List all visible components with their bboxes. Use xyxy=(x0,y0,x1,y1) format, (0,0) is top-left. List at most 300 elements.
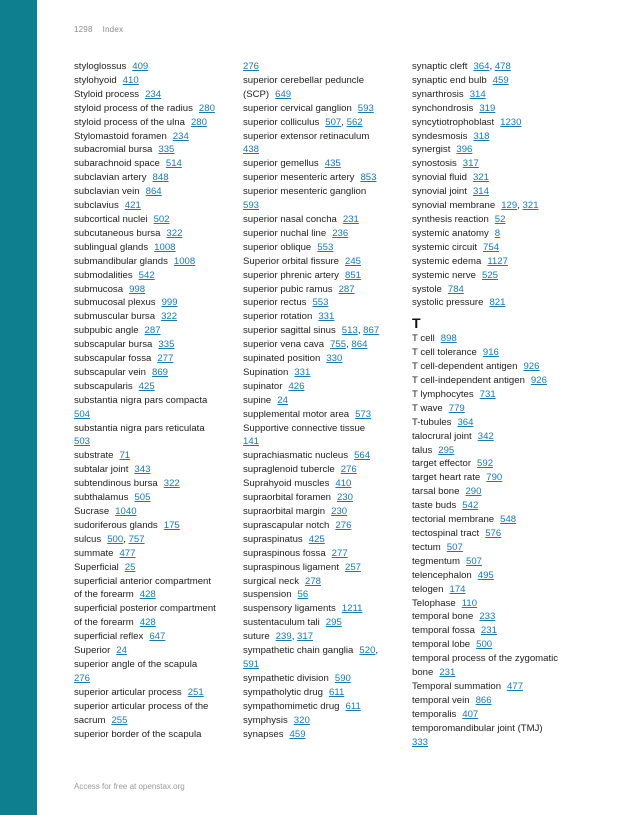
page-link[interactable]: 295 xyxy=(438,444,455,456)
page-link[interactable]: 507 xyxy=(466,555,483,567)
index-term: subclavius xyxy=(74,200,119,212)
index-term: synaptic end bulb xyxy=(412,74,487,86)
page-link[interactable]: 514 xyxy=(165,158,182,170)
page-list xyxy=(483,347,499,358)
page-link[interactable]: 251 xyxy=(187,686,204,698)
page-list xyxy=(487,256,508,267)
page-list xyxy=(355,409,371,420)
index-entry xyxy=(412,485,592,499)
index-entry xyxy=(243,477,423,491)
page-link[interactable]: 425 xyxy=(138,380,155,392)
index-entry xyxy=(412,143,592,157)
page-link[interactable]: 998 xyxy=(129,283,146,295)
page-link[interactable]: 503 xyxy=(74,436,91,448)
page-link[interactable]: 409 xyxy=(132,61,149,72)
page-link[interactable]: 562 xyxy=(346,116,363,128)
index-entry xyxy=(74,422,254,450)
page-link[interactable]: 647 xyxy=(149,631,166,643)
page-link[interactable]: 426 xyxy=(288,380,305,392)
page-link[interactable]: 239 xyxy=(275,631,292,643)
page-link[interactable]: 141 xyxy=(243,436,260,448)
index-term: superior sagittal sinus xyxy=(243,325,336,337)
page-link[interactable]: 1127 xyxy=(487,255,508,267)
page-link[interactable]: 322 xyxy=(163,478,180,490)
page-list xyxy=(523,361,539,372)
page-list xyxy=(243,144,259,155)
page-link[interactable]: 364 xyxy=(457,416,474,428)
index-entry xyxy=(74,185,254,199)
page-link[interactable]: 280 xyxy=(190,116,207,128)
page-link[interactable]: 129 xyxy=(501,200,518,212)
index-entry xyxy=(412,102,592,116)
index-term: systolic pressure xyxy=(412,297,484,309)
page-link[interactable]: 231 xyxy=(480,625,497,637)
page-link[interactable]: 321 xyxy=(472,172,489,184)
page-link[interactable]: 230 xyxy=(331,506,348,517)
page-link[interactable]: 755 xyxy=(330,339,347,351)
page-link[interactable]: 428 xyxy=(139,589,156,601)
page-link[interactable]: 784 xyxy=(447,283,464,295)
index-entry xyxy=(243,171,423,185)
page-list xyxy=(111,715,127,726)
page-link[interactable]: 435 xyxy=(324,158,341,170)
index-term: sulcus xyxy=(74,533,102,545)
index-entry xyxy=(412,199,592,213)
index-entry xyxy=(243,505,423,519)
page-link[interactable]: 52 xyxy=(494,213,506,225)
index-entry xyxy=(412,227,592,241)
page-list xyxy=(343,214,359,225)
page-link[interactable]: 410 xyxy=(335,478,352,490)
index-column-2 xyxy=(243,60,423,741)
index-term: Supportive connective tissue xyxy=(243,422,366,434)
page-link[interactable]: 851 xyxy=(344,269,361,281)
page-link[interactable]: 459 xyxy=(492,74,509,86)
page-link[interactable]: 649 xyxy=(275,88,292,100)
index-term: submandibular glands xyxy=(74,255,168,267)
index-term: T lymphocytes xyxy=(412,388,474,400)
index-term: telencephalon xyxy=(412,569,472,581)
page-link[interactable]: 317 xyxy=(297,631,314,643)
page-link[interactable]: 507 xyxy=(325,116,342,128)
page-list xyxy=(199,103,215,114)
page-link[interactable]: 438 xyxy=(243,144,260,156)
page-link[interactable]: 926 xyxy=(523,361,540,373)
index-entry xyxy=(74,143,254,157)
page-list xyxy=(166,228,182,239)
page-link[interactable]: 504 xyxy=(74,408,91,420)
page-link[interactable]: 295 xyxy=(325,617,342,629)
page-link[interactable]: 322 xyxy=(166,227,183,239)
index-entry xyxy=(412,255,592,269)
page-list xyxy=(481,625,497,636)
page-list xyxy=(146,186,162,197)
index-entry xyxy=(74,380,254,394)
index-term: Superficial xyxy=(74,561,119,573)
page-link[interactable]: 233 xyxy=(479,611,496,623)
index-entry xyxy=(412,157,592,171)
page-link[interactable]: 318 xyxy=(473,130,490,142)
index-term: systemic nerve xyxy=(412,269,476,281)
page-link[interactable]: 236 xyxy=(332,227,349,239)
page-link[interactable]: 500 xyxy=(476,639,493,651)
index-entry xyxy=(412,694,592,708)
page-list xyxy=(345,270,361,281)
index-term: syndesmosis xyxy=(412,130,468,142)
page-list: 129, 321 xyxy=(501,200,539,212)
page-list xyxy=(140,617,156,628)
page-list xyxy=(507,681,523,692)
index-entry xyxy=(243,338,423,352)
page-list xyxy=(174,256,195,267)
page-list xyxy=(332,228,348,239)
page-link[interactable]: 779 xyxy=(448,402,465,414)
page-link[interactable]: 1040 xyxy=(115,506,137,517)
page-list xyxy=(132,61,148,72)
index-term: telogen xyxy=(412,583,444,595)
page-link[interactable]: 459 xyxy=(289,728,306,740)
index-entry xyxy=(412,471,592,485)
page-list xyxy=(294,715,310,726)
page-link[interactable]: 343 xyxy=(134,464,151,476)
page-list xyxy=(153,172,169,183)
page-link[interactable]: 71 xyxy=(119,450,131,462)
index-entry xyxy=(412,597,592,611)
page-link[interactable]: 277 xyxy=(331,547,348,559)
page-link[interactable]: 276 xyxy=(74,672,91,684)
index-entry xyxy=(412,541,592,555)
page-list: 500, 757 xyxy=(107,533,145,545)
page-list xyxy=(345,256,361,267)
index-entry xyxy=(243,102,423,116)
index-term: supraspinous ligament xyxy=(243,561,339,573)
index-entry xyxy=(74,74,254,88)
page-list xyxy=(119,548,135,559)
page-list xyxy=(145,89,161,100)
page-link[interactable]: 287 xyxy=(338,283,355,295)
page-link[interactable]: 407 xyxy=(462,708,479,720)
page-link[interactable]: 821 xyxy=(489,297,506,309)
index-term: submucosal plexus xyxy=(74,297,156,309)
index-entry xyxy=(412,610,592,624)
page-link[interactable]: 542 xyxy=(138,269,155,281)
index-entry xyxy=(412,513,592,527)
page-link[interactable]: 428 xyxy=(139,617,156,629)
page-link[interactable]: 525 xyxy=(481,269,498,281)
page-link[interactable]: 553 xyxy=(312,297,329,309)
page-link[interactable]: 864 xyxy=(351,339,368,351)
index-entry xyxy=(74,102,254,116)
page-link[interactable]: 24 xyxy=(277,394,288,406)
page-link[interactable]: 898 xyxy=(440,333,457,345)
page-list xyxy=(305,576,321,587)
index-term: Styloid process xyxy=(74,88,140,100)
page-list xyxy=(74,409,90,420)
index-entry xyxy=(412,444,592,458)
page-link[interactable]: 234 xyxy=(172,130,189,142)
page-link[interactable]: 56 xyxy=(297,589,309,601)
page-link[interactable]: 425 xyxy=(308,533,325,545)
page-link[interactable]: 576 xyxy=(485,528,502,539)
index-entry xyxy=(74,171,254,185)
index-entry xyxy=(243,602,423,616)
index-entry xyxy=(243,422,423,450)
page-link[interactable]: 542 xyxy=(462,500,479,512)
page-link[interactable]: 502 xyxy=(153,213,170,225)
index-entry xyxy=(74,477,254,491)
page-list xyxy=(345,562,361,573)
index-term-continued: bone xyxy=(412,667,434,679)
index-term: supraorbital foramen xyxy=(243,492,331,504)
page-link[interactable]: 278 xyxy=(305,575,322,587)
page-list: 755, 864 xyxy=(330,339,368,351)
page-link[interactable]: 364 xyxy=(473,61,490,72)
index-entry xyxy=(74,533,254,547)
page-link[interactable]: 1211 xyxy=(341,603,363,615)
index-entry xyxy=(74,519,254,533)
page-list xyxy=(243,659,259,670)
page-link[interactable]: 396 xyxy=(456,144,473,156)
page-link[interactable]: 520 xyxy=(359,645,376,657)
page-link[interactable]: 513 xyxy=(341,325,358,337)
page-link[interactable]: 322 xyxy=(161,311,178,323)
page-link[interactable]: 342 xyxy=(477,430,494,442)
page-link[interactable]: 276 xyxy=(335,519,352,531)
index-term: supine xyxy=(243,394,272,406)
page-link[interactable]: 593 xyxy=(243,200,260,212)
page-link[interactable]: 330 xyxy=(326,353,343,365)
index-entry xyxy=(243,672,423,686)
page-link[interactable]: 314 xyxy=(469,88,486,100)
index-entry xyxy=(243,185,423,213)
page-link[interactable]: 174 xyxy=(449,583,466,595)
index-entry xyxy=(412,680,592,694)
index-column-3 xyxy=(412,60,592,750)
index-term: submuscular bursa xyxy=(74,311,156,323)
page-link[interactable]: 255 xyxy=(111,714,128,726)
index-entry xyxy=(74,547,254,561)
index-entry xyxy=(74,644,254,658)
page-link[interactable]: 477 xyxy=(119,547,136,559)
index-term: subscapular fossa xyxy=(74,353,152,365)
page-link[interactable]: 999 xyxy=(161,297,178,309)
page-link[interactable]: 548 xyxy=(500,514,517,526)
index-term: superior nasal concha xyxy=(243,213,337,225)
page-link[interactable]: 333 xyxy=(412,736,429,748)
page-link[interactable]: 331 xyxy=(294,366,311,378)
page-link[interactable]: 277 xyxy=(157,353,174,365)
page-link[interactable]: 495 xyxy=(477,569,494,581)
page-list xyxy=(456,144,472,155)
index-term-continued: sacrum xyxy=(74,714,106,726)
page-link[interactable]: 276 xyxy=(243,61,260,72)
page-link[interactable]: 110 xyxy=(461,597,478,609)
page-list xyxy=(439,667,455,678)
sidebar-band xyxy=(0,0,37,815)
index-term: summate xyxy=(74,547,114,559)
index-term: systemic edema xyxy=(412,255,482,267)
page-link[interactable]: 25 xyxy=(124,561,136,573)
page-link[interactable]: 926 xyxy=(530,375,547,387)
index-entry xyxy=(243,394,423,408)
index-term: superficial reflex xyxy=(74,631,144,643)
page-number: 1298 xyxy=(74,25,93,34)
index-entry xyxy=(412,185,592,199)
page-list xyxy=(188,687,204,698)
index-term: temporalis xyxy=(412,708,457,720)
page-list xyxy=(288,381,304,392)
page-link[interactable]: 590 xyxy=(334,672,351,684)
page-link[interactable]: 257 xyxy=(345,561,362,573)
page-list xyxy=(448,284,464,295)
page-list xyxy=(332,548,348,559)
page-link[interactable]: 564 xyxy=(354,450,371,462)
page-link[interactable]: 335 xyxy=(158,144,175,156)
page-link[interactable]: 916 xyxy=(482,347,499,359)
page-link[interactable]: 335 xyxy=(158,339,175,351)
index-term: supraspinatus xyxy=(243,533,303,545)
section-letter: T xyxy=(412,315,421,332)
page-link[interactable]: 869 xyxy=(152,366,169,378)
page-list xyxy=(337,492,353,503)
page-link[interactable]: 867 xyxy=(363,325,380,337)
index-entry xyxy=(243,380,423,394)
page-list xyxy=(485,528,501,539)
page-link[interactable]: 231 xyxy=(342,213,359,225)
page-link[interactable]: 319 xyxy=(479,102,496,114)
page-link[interactable]: 280 xyxy=(198,102,215,114)
page-list xyxy=(157,353,173,364)
index-entry xyxy=(243,324,423,338)
index-term: temporal process of the zygomatic xyxy=(412,653,559,665)
index-term: superior vena cava xyxy=(243,339,325,351)
index-term: synchondrosis xyxy=(412,102,474,114)
index-term: T cell-independent antigen xyxy=(412,375,525,387)
page-link[interactable]: 864 xyxy=(145,186,162,198)
page-link[interactable]: 290 xyxy=(465,486,482,498)
page-link[interactable]: 331 xyxy=(318,311,335,323)
index-entry xyxy=(74,269,254,283)
page-list xyxy=(139,381,155,392)
index-term: talocrural joint xyxy=(412,430,472,442)
page-link[interactable]: 231 xyxy=(439,667,456,679)
page-link[interactable]: 317 xyxy=(462,158,479,170)
page-link[interactable]: 24 xyxy=(116,645,127,657)
index-entry xyxy=(74,575,254,603)
index-term: submucosa xyxy=(74,283,124,295)
index-entry xyxy=(243,644,423,672)
page-link[interactable]: 245 xyxy=(344,255,361,267)
page-link[interactable]: 754 xyxy=(483,241,500,253)
page-link[interactable]: 314 xyxy=(472,186,489,198)
page-link[interactable]: 790 xyxy=(486,472,503,484)
index-term: subscapular bursa xyxy=(74,339,153,351)
index-entry xyxy=(74,630,254,644)
index-entry xyxy=(74,700,254,728)
page-link[interactable]: 477 xyxy=(507,680,524,692)
page-link[interactable]: 553 xyxy=(317,241,334,253)
page-link[interactable]: 853 xyxy=(360,172,377,184)
page-link[interactable]: 175 xyxy=(163,519,180,531)
index-term: T cell-dependent antigen xyxy=(412,361,518,373)
page-link[interactable]: 287 xyxy=(144,325,161,337)
index-term: subthalamus xyxy=(74,492,129,504)
index-term: sublingual glands xyxy=(74,241,149,253)
index-term: systemic circuit xyxy=(412,241,478,253)
page-link[interactable]: 611 xyxy=(345,700,361,712)
index-term-continued: of the forearm xyxy=(74,589,134,601)
page-link[interactable]: 1008 xyxy=(154,241,176,253)
page-link[interactable]: 500 xyxy=(107,533,124,545)
page-list xyxy=(479,611,495,622)
index-entry xyxy=(243,269,423,283)
index-entry xyxy=(243,310,423,324)
index-term: subtendinous bursa xyxy=(74,478,158,490)
page-link[interactable]: 573 xyxy=(355,408,372,420)
page-link[interactable]: 611 xyxy=(328,686,345,698)
page-link[interactable]: 8 xyxy=(494,227,501,239)
index-term: subpubic angle xyxy=(74,325,139,337)
page-link[interactable]: 505 xyxy=(134,492,151,504)
index-entry xyxy=(74,728,254,742)
index-term: suspensory ligaments xyxy=(243,603,336,615)
index-term: Sucrase xyxy=(74,506,110,517)
page-link[interactable]: 507 xyxy=(446,541,463,553)
page-link[interactable]: 320 xyxy=(293,714,310,726)
index-entry xyxy=(412,213,592,227)
index-term: subarachnoid space xyxy=(74,158,160,170)
index-term: tectospinal tract xyxy=(412,528,480,539)
index-term: superior rotation xyxy=(243,311,313,323)
index-entry xyxy=(74,561,254,575)
page-link[interactable]: 848 xyxy=(152,172,169,184)
index-entry xyxy=(243,296,423,310)
index-term: target effector xyxy=(412,458,472,470)
index-term: superior nuchal line xyxy=(243,227,327,239)
page-list xyxy=(465,486,481,497)
page-link[interactable]: 866 xyxy=(475,694,492,706)
page-link[interactable]: 757 xyxy=(128,533,145,545)
page-link[interactable]: 321 xyxy=(522,200,539,212)
index-term: styloid process of the radius xyxy=(74,102,193,114)
page-link[interactable]: 1008 xyxy=(173,255,196,267)
page-link[interactable]: 230 xyxy=(337,492,354,504)
index-term-continued: (SCP) xyxy=(243,88,270,100)
page-list xyxy=(354,450,370,461)
page-link[interactable]: 478 xyxy=(494,61,511,72)
page-link[interactable]: 591 xyxy=(243,658,260,670)
page-link[interactable]: 410 xyxy=(122,74,139,86)
index-entry xyxy=(243,283,423,297)
page-link[interactable]: 234 xyxy=(145,88,162,100)
page-list xyxy=(275,89,291,100)
page-link[interactable]: 592 xyxy=(477,458,494,470)
index-term: superior oblique xyxy=(243,241,312,253)
index-term: T wave xyxy=(412,402,443,414)
page-list xyxy=(342,603,363,614)
index-entry xyxy=(74,88,254,102)
section-title: Index xyxy=(102,25,124,34)
index-entry xyxy=(412,638,592,652)
page-link[interactable]: 593 xyxy=(357,102,374,114)
page-link[interactable]: 1230 xyxy=(500,116,522,128)
page-link[interactable]: 276 xyxy=(340,464,357,476)
page-list xyxy=(493,75,509,86)
page-link[interactable]: 421 xyxy=(124,200,141,212)
page-link[interactable]: 731 xyxy=(479,388,496,400)
index-entry xyxy=(74,283,254,297)
page-list xyxy=(341,464,357,475)
